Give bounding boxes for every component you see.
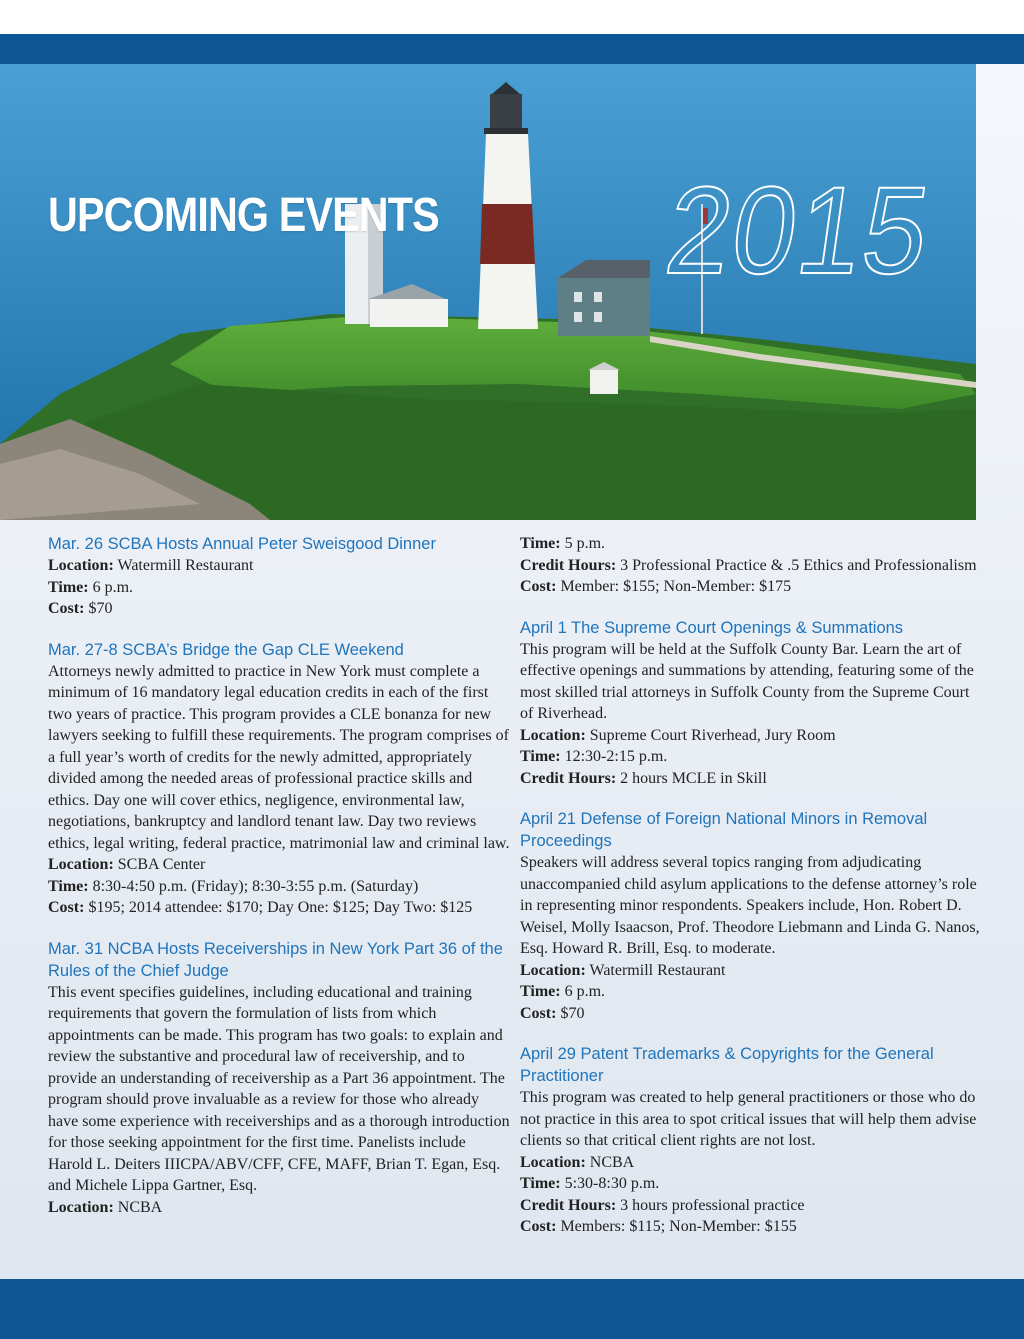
field-value: SCBA Center <box>117 856 206 873</box>
field-value: 12:30-2:15 p.m. <box>564 748 668 765</box>
field-label: Time: <box>48 877 89 895</box>
event-description: Speakers will address several topics ranging from adjudicating unaccompanied child asylum applications to the defense attorney’s role in representing minor respondents. Speakers include, Hon. Robert D. Weisel, Molly Isaacson, Prof. Theodore Liebmann and Linda G. Nanos, Esq. Howard R. Brill, Esq. to moderate. <box>520 854 980 957</box>
field-value: Watermill Restaurant <box>117 557 254 574</box>
event-location <box>520 725 980 747</box>
event-credit-hours <box>520 1195 980 1217</box>
event-time <box>520 746 980 768</box>
hero-image <box>0 64 976 520</box>
event-item <box>520 1043 980 1238</box>
field-label: Cost: <box>520 1218 557 1235</box>
field-label: Time: <box>520 748 561 765</box>
field-label: Cost: <box>520 1004 557 1022</box>
field-value: 3 Professional Practice & .5 Ethics and Professionalism <box>620 556 977 574</box>
event-continuation <box>520 533 980 598</box>
event-title: Mar. 27-8 SCBA’s Bridge the Gap CLE Weekend <box>48 640 404 659</box>
event-location <box>48 1197 510 1219</box>
field-label: Cost: <box>520 578 557 595</box>
field-label: Time: <box>520 983 561 1000</box>
field-label: Credit Hours: <box>520 1196 617 1214</box>
field-value: 8:30-4:50 p.m. (Friday); 8:30-3:55 p.m. (Saturday) <box>92 877 419 895</box>
field-label: Cost: <box>48 600 85 617</box>
event-time <box>48 876 510 898</box>
field-label: Location: <box>520 1153 586 1171</box>
year-label: 2015 <box>658 162 939 300</box>
left-column <box>48 533 510 1237</box>
event-description: Attorneys newly admitted to practice in New York must complete a minimum of 16 mandatory legal education credits in each of the first two years of practice. This program provides a CLE bonanza for new lawyers seeking to fulfill these requirements. The program comprises of a full year’s worth of credits for the newly admitted, appropriately divided among the needed areas of professional practice skills and ethics. Day one will cover ethics, negligence, environmental law, negotiations, bankruptcy and landlord tenant law. Day two reviews ethics, legal writing, federal practice, matrimonial law and criminal law. <box>48 662 510 852</box>
field-label: Time: <box>48 578 89 596</box>
event-title: Mar. 31 NCBA Hosts Receiverships in New York Part 36 of the Rules of the Chief Judge <box>48 939 503 980</box>
event-location <box>520 1152 980 1174</box>
event-description: This program will be held at the Suffolk County Bar. Learn the art of effective openings and summations by attending, featuring some of the most skilled trial attorneys in Suffolk County from the Supreme Court of Riverhead. <box>520 640 974 722</box>
field-value: Watermill Restaurant <box>589 961 726 979</box>
event-cost <box>48 897 510 919</box>
event-location <box>48 555 510 577</box>
field-label: Time: <box>520 535 561 552</box>
event-location <box>48 854 510 876</box>
event-item <box>520 808 980 1024</box>
field-value: NCBA <box>589 1153 635 1171</box>
event-time <box>520 1173 980 1195</box>
event-title: Mar. 26 SCBA Hosts Annual Peter Sweisgood Dinner <box>48 535 436 553</box>
event-item <box>48 639 510 919</box>
event-title: April 21 Defense of Foreign National Minors in Removal Proceedings <box>520 810 928 850</box>
event-cost <box>48 598 510 620</box>
bottom-brand-bar <box>0 1279 1024 1339</box>
event-location <box>520 960 980 982</box>
event-cost <box>520 1216 980 1238</box>
field-value: $70 <box>560 1004 585 1022</box>
event-cost <box>520 1003 980 1025</box>
event-credit-hours <box>520 555 980 577</box>
event-item <box>48 938 510 1219</box>
event-item <box>48 533 510 620</box>
field-value: 6 p.m. <box>564 983 606 1000</box>
field-label: Cost: <box>48 899 85 916</box>
field-value: 3 hours professional practice <box>620 1196 805 1214</box>
field-value: 5:30-8:30 p.m. <box>564 1175 660 1192</box>
field-label: Credit Hours: <box>520 769 617 787</box>
field-label: Location: <box>48 557 114 574</box>
event-item <box>520 617 980 790</box>
field-value: 5 p.m. <box>564 535 606 552</box>
event-description: This program was created to help general practitioners or those who do not practice in this area to spot critical issues that will help them advise clients so that critical client rights are not lost. <box>520 1089 977 1149</box>
field-value: NCBA <box>117 1198 163 1216</box>
event-time <box>520 981 980 1003</box>
page-title: UPCOMING EVENTS <box>48 189 439 242</box>
field-label: Time: <box>520 1175 561 1192</box>
field-label: Credit Hours: <box>520 556 617 574</box>
field-value: Supreme Court Riverhead, Jury Room <box>589 726 836 744</box>
field-value: Members: $115; Non-Member: $155 <box>560 1218 797 1235</box>
field-label: Location: <box>48 856 114 873</box>
field-value: 6 p.m. <box>92 578 134 596</box>
field-value: 2 hours MCLE in Skill <box>620 769 767 787</box>
event-description: This event specifies guidelines, including educational and training requirements that govern the formulation of lists from which appointments can be made. This program has two goals: to explain and review the substantive and procedural law of receivership, and to provide an understanding of receivership as a Part 36 appointment. The program should prove invaluable as a review for those who already have some experience with receiverships and as a thorough introduction for those seeking appointment for the first time. Panelists include Harold L. Deiters IIICPA/ABV/CFF, CFE, MAFF, Brian T. Egan, Esq. and Michele Lippa Gartner, Esq. <box>48 983 510 1194</box>
event-title: April 1 The Supreme Court Openings & Summations <box>520 618 904 637</box>
field-label: Location: <box>520 726 586 744</box>
field-value: $195; 2014 attendee: $170; Day One: $125; Day Two: $125 <box>88 899 473 916</box>
top-brand-bar <box>0 34 1024 64</box>
event-time <box>520 533 980 555</box>
event-time <box>48 577 510 599</box>
field-value: Member: $155; Non-Member: $175 <box>560 578 792 595</box>
right-column <box>520 533 980 1257</box>
field-label: Location: <box>520 961 586 979</box>
field-label: Location: <box>48 1198 114 1216</box>
event-cost <box>520 576 980 598</box>
field-value: $70 <box>88 600 113 617</box>
event-title: April 29 Patent Trademarks & Copyrights for the General Practitioner <box>520 1045 934 1085</box>
event-credit-hours <box>520 768 980 790</box>
